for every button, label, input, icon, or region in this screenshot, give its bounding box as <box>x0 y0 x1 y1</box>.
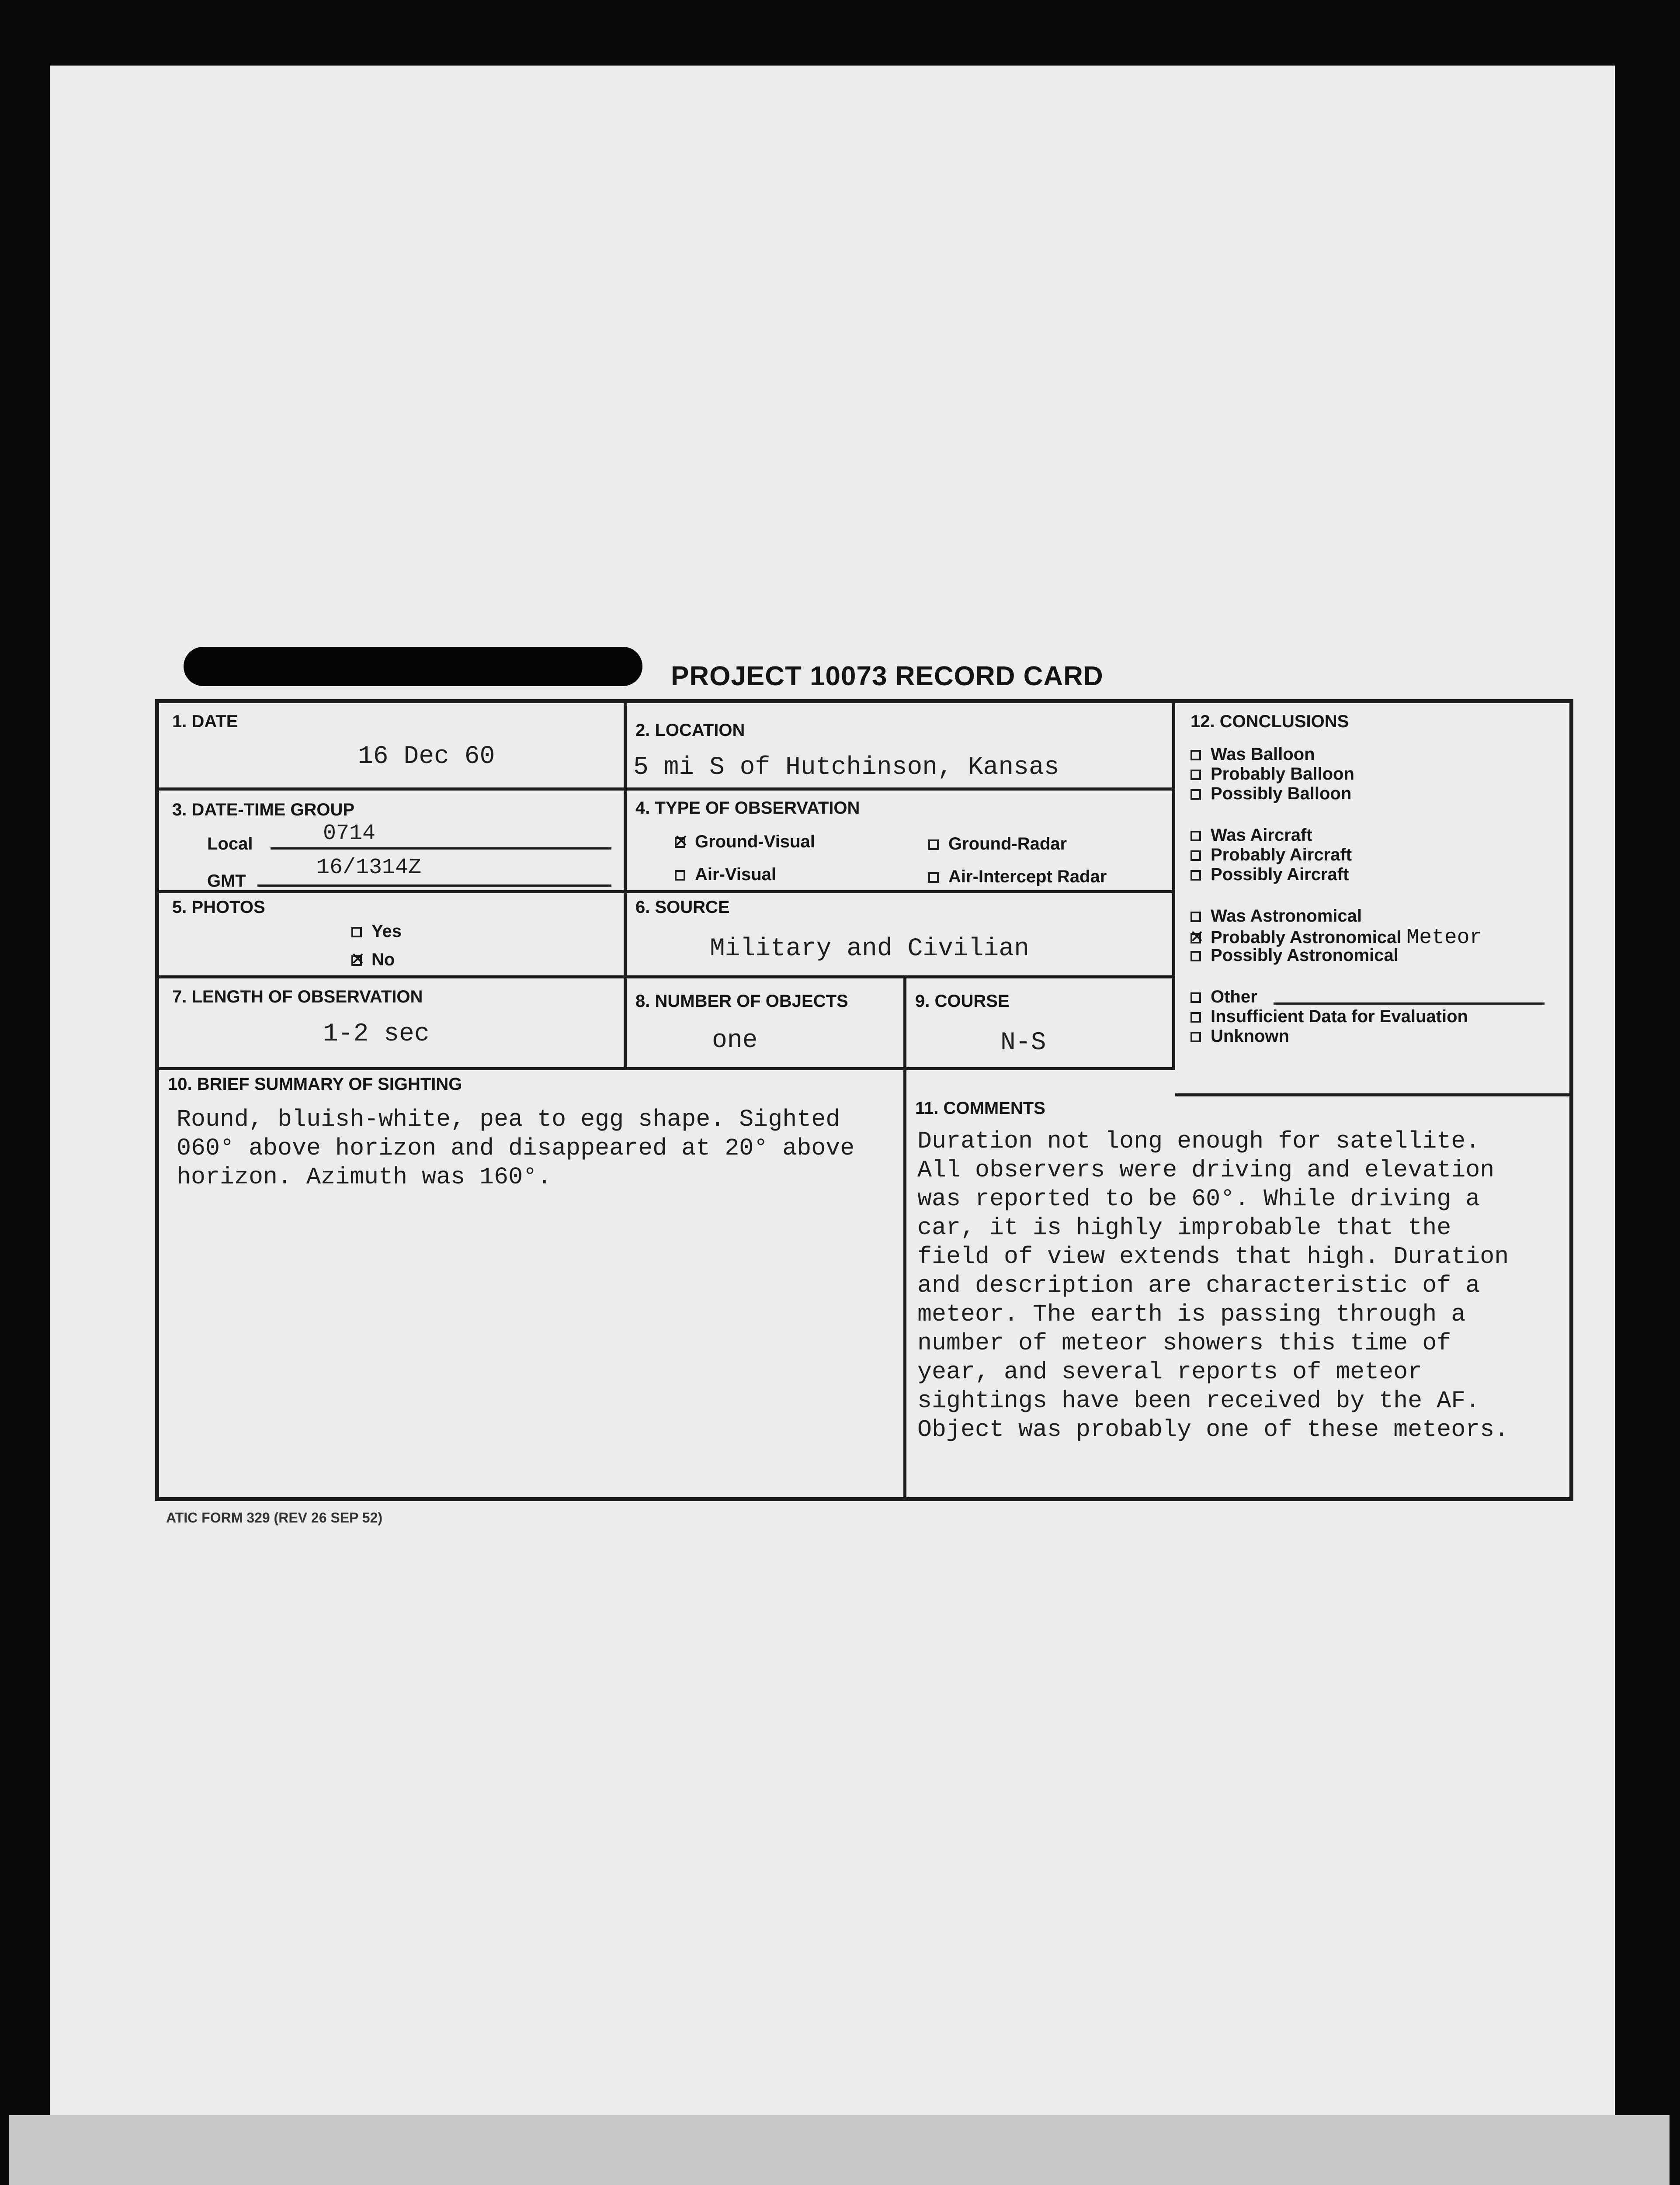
possibly-balloon-checkbox[interactable] <box>1191 789 1201 800</box>
air-visual-checkbox[interactable] <box>675 870 685 881</box>
ground-radar-checkbox[interactable] <box>928 839 939 850</box>
possibly-aircraft-label: Possibly Aircraft <box>1211 865 1349 884</box>
photos-no-option <box>351 950 395 970</box>
possibly-astronomical-option <box>1191 946 1399 965</box>
air-intercept-option <box>928 867 1107 887</box>
form-footer: ATIC FORM 329 (REV 26 SEP 52) <box>166 1510 382 1526</box>
source-cell <box>627 893 1175 978</box>
local-value: 0714 <box>323 821 376 846</box>
photos-yes-option <box>351 922 402 941</box>
was-aircraft-label: Was Aircraft <box>1211 825 1312 845</box>
other-label: Other <box>1211 987 1257 1006</box>
gmt-label: GMT <box>207 871 246 891</box>
was-aircraft-option <box>1191 825 1312 845</box>
location-cell <box>627 703 1175 791</box>
other-option <box>1191 987 1257 1007</box>
summary-text <box>177 1105 854 1192</box>
comments-line: and description are characteristic of a <box>917 1272 1480 1299</box>
comments-label: 11. COMMENTS <box>915 1099 1045 1118</box>
local-line <box>271 847 611 850</box>
probably-balloon-option <box>1191 764 1354 784</box>
course-cell <box>906 978 1175 1070</box>
location-label: 2. LOCATION <box>635 721 745 740</box>
was-aircraft-checkbox[interactable] <box>1191 831 1201 841</box>
course-label: 9. COURSE <box>915 992 1010 1011</box>
was-balloon-option <box>1191 745 1315 764</box>
conclusions-label: 12. CONCLUSIONS <box>1191 712 1349 731</box>
date-cell <box>159 703 627 791</box>
photos-no-label: No <box>371 950 395 969</box>
record-card <box>155 699 1573 1501</box>
unknown-label: Unknown <box>1211 1027 1289 1046</box>
other-checkbox[interactable] <box>1191 992 1201 1003</box>
num-objects-cell <box>627 978 906 1070</box>
unknown-option <box>1191 1027 1289 1046</box>
comments-line: Object was probably one of these meteors. <box>917 1416 1509 1443</box>
num-objects-label: 8. NUMBER OF OBJECTS <box>635 992 848 1011</box>
possibly-balloon-label: Possibly Balloon <box>1211 784 1352 803</box>
length-label: 7. LENGTH OF OBSERVATION <box>172 987 423 1006</box>
probably-astronomical-label: Probably Astronomical <box>1211 928 1402 947</box>
insufficient-data-checkbox[interactable] <box>1191 1012 1201 1023</box>
photos-no-checkbox[interactable] <box>351 955 362 966</box>
was-balloon-label: Was Balloon <box>1211 745 1315 764</box>
was-astronomical-checkbox[interactable] <box>1191 912 1201 922</box>
dtg-cell <box>159 791 627 893</box>
probably-aircraft-option <box>1191 845 1352 865</box>
air-intercept-label: Air-Intercept Radar <box>948 867 1107 886</box>
was-astronomical-label: Was Astronomical <box>1211 906 1362 926</box>
redaction-bar <box>184 647 642 686</box>
summary-line: Round, bluish-white, pea to egg shape. Sighted <box>177 1106 840 1133</box>
possibly-astronomical-checkbox[interactable] <box>1191 951 1201 961</box>
photos-cell <box>159 893 627 978</box>
ground-visual-checkbox[interactable] <box>675 837 685 848</box>
location-value: 5 mi S of Hutchinson, Kansas <box>633 753 1059 782</box>
photos-yes-label: Yes <box>371 922 402 941</box>
ground-visual-label: Ground-Visual <box>695 832 815 851</box>
course-value: N-S <box>1000 1029 1046 1057</box>
ground-visual-option <box>675 832 815 852</box>
source-label: 6. SOURCE <box>635 898 730 917</box>
comments-line: number of meteor showers this time of <box>917 1329 1451 1357</box>
length-cell <box>159 978 627 1070</box>
type-obs-label: 4. TYPE OF OBSERVATION <box>635 798 860 818</box>
local-label: Local <box>207 834 253 853</box>
photos-yes-checkbox[interactable] <box>351 927 362 937</box>
ground-radar-option <box>928 834 1067 854</box>
comments-line: meteor. The earth is passing through a <box>917 1301 1466 1328</box>
probably-balloon-label: Probably Balloon <box>1211 764 1354 784</box>
comments-line: year, and several reports of meteor <box>917 1358 1423 1386</box>
conclusions-cell <box>1175 703 1569 1096</box>
length-value: 1-2 sec <box>323 1020 430 1048</box>
summary-cell <box>159 1070 906 1498</box>
ground-radar-label: Ground-Radar <box>948 834 1067 853</box>
probably-balloon-checkbox[interactable] <box>1191 770 1201 780</box>
comments-line: Duration not long enough for satellite. <box>917 1127 1480 1155</box>
air-visual-option <box>675 865 776 884</box>
summary-label: 10. BRIEF SUMMARY OF SIGHTING <box>168 1075 462 1094</box>
probably-astronomical-checkbox[interactable] <box>1191 933 1201 943</box>
comments-line: was reported to be 60°. While driving a <box>917 1185 1480 1213</box>
possibly-aircraft-option <box>1191 865 1349 884</box>
num-objects-value: one <box>712 1027 758 1055</box>
air-intercept-checkbox[interactable] <box>928 872 939 883</box>
date-label: 1. DATE <box>172 712 238 731</box>
card-title: PROJECT 10073 RECORD CARD <box>671 661 1104 691</box>
meteor-note: Meteor <box>1406 926 1482 950</box>
type-obs-cell <box>627 791 1175 893</box>
possibly-astronomical-label: Possibly Astronomical <box>1211 946 1399 965</box>
summary-line: 060° above horizon and disappeared at 20° above <box>177 1134 855 1162</box>
was-astronomical-option <box>1191 906 1362 926</box>
possibly-aircraft-checkbox[interactable] <box>1191 870 1201 881</box>
insufficient-data-label: Insufficient Data for Evaluation <box>1211 1007 1468 1026</box>
air-visual-label: Air-Visual <box>695 865 776 884</box>
dtg-label: 3. DATE-TIME GROUP <box>172 800 355 819</box>
comments-line: car, it is highly improbable that the <box>917 1214 1451 1242</box>
insufficient-data-option <box>1191 1007 1468 1027</box>
unknown-checkbox[interactable] <box>1191 1032 1201 1042</box>
paper-backing <box>9 2115 1670 2185</box>
comments-line: All observers were driving and elevation <box>917 1156 1495 1184</box>
probably-aircraft-label: Probably Aircraft <box>1211 845 1352 864</box>
comments-line: sightings have been received by the AF. <box>917 1387 1480 1415</box>
comments-text <box>917 1127 1509 1444</box>
photos-label: 5. PHOTOS <box>172 898 265 917</box>
other-line <box>1274 1002 1545 1005</box>
gmt-value: 16/1314Z <box>316 855 422 880</box>
probably-aircraft-checkbox[interactable] <box>1191 850 1201 861</box>
gmt-line <box>257 884 611 887</box>
date-value: 16 Dec 60 <box>358 742 495 771</box>
comments-line: field of view extends that high. Duration <box>917 1243 1509 1270</box>
source-value: Military and Civilian <box>710 935 1029 963</box>
possibly-balloon-option <box>1191 784 1351 804</box>
summary-line: horizon. Azimuth was 160°. <box>177 1163 552 1191</box>
comments-cell <box>906 1096 1569 1498</box>
was-balloon-checkbox[interactable] <box>1191 750 1201 760</box>
